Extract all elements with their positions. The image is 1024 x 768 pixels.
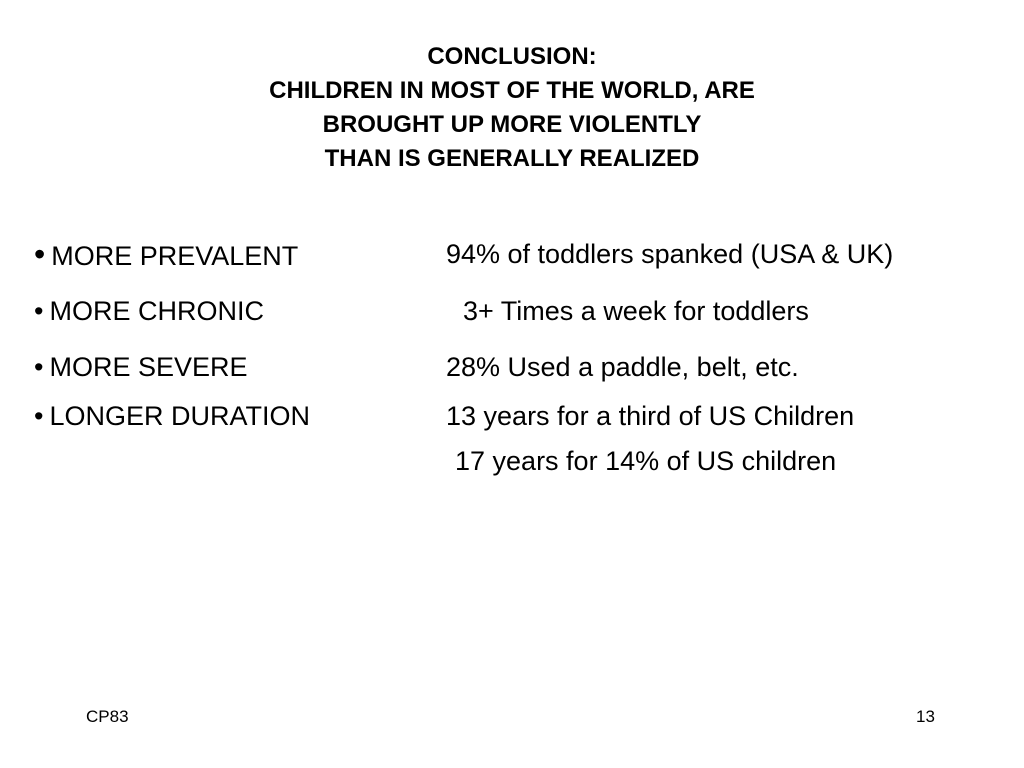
bullet-label-prevalent: [34, 238, 298, 272]
row-label: MORE SEVERE: [49, 352, 248, 382]
row-value-duration: 13 years for a third of US Children: [446, 401, 855, 431]
bullet-icon: •: [34, 296, 44, 326]
title-line-4: THAN IS GENERALLY REALIZED: [324, 145, 700, 172]
bullet-icon: •: [34, 401, 44, 431]
row-label: LONGER DURATION: [49, 401, 310, 431]
slide-number: 13: [916, 707, 935, 726]
row-label: MORE PREVALENT: [51, 241, 299, 271]
bullet-icon: •: [34, 352, 44, 382]
bullet-label-severe: [34, 351, 248, 383]
row-value-chronic: 3+ Times a week for toddlers: [463, 296, 809, 326]
row-label: MORE CHRONIC: [49, 296, 264, 326]
footer-label: CP83: [86, 707, 129, 726]
title-line-2: CHILDREN IN MOST OF THE WORLD, ARE: [269, 77, 755, 104]
bullet-label-chronic: [34, 295, 264, 327]
title-line-1: CONCLUSION:: [427, 43, 597, 70]
row-value-prevalent: 94% of toddlers spanked (USA & UK): [446, 239, 894, 269]
row-value-duration-extra: 17 years for 14% of US children: [455, 446, 837, 476]
title-line-3: BROUGHT UP MORE VIOLENTLY: [322, 111, 702, 138]
bullet-label-duration: [34, 400, 310, 432]
row-value-severe: 28% Used a paddle, belt, etc.: [446, 352, 799, 382]
bullet-icon: •: [34, 236, 46, 272]
slide-title: [0, 40, 1024, 176]
